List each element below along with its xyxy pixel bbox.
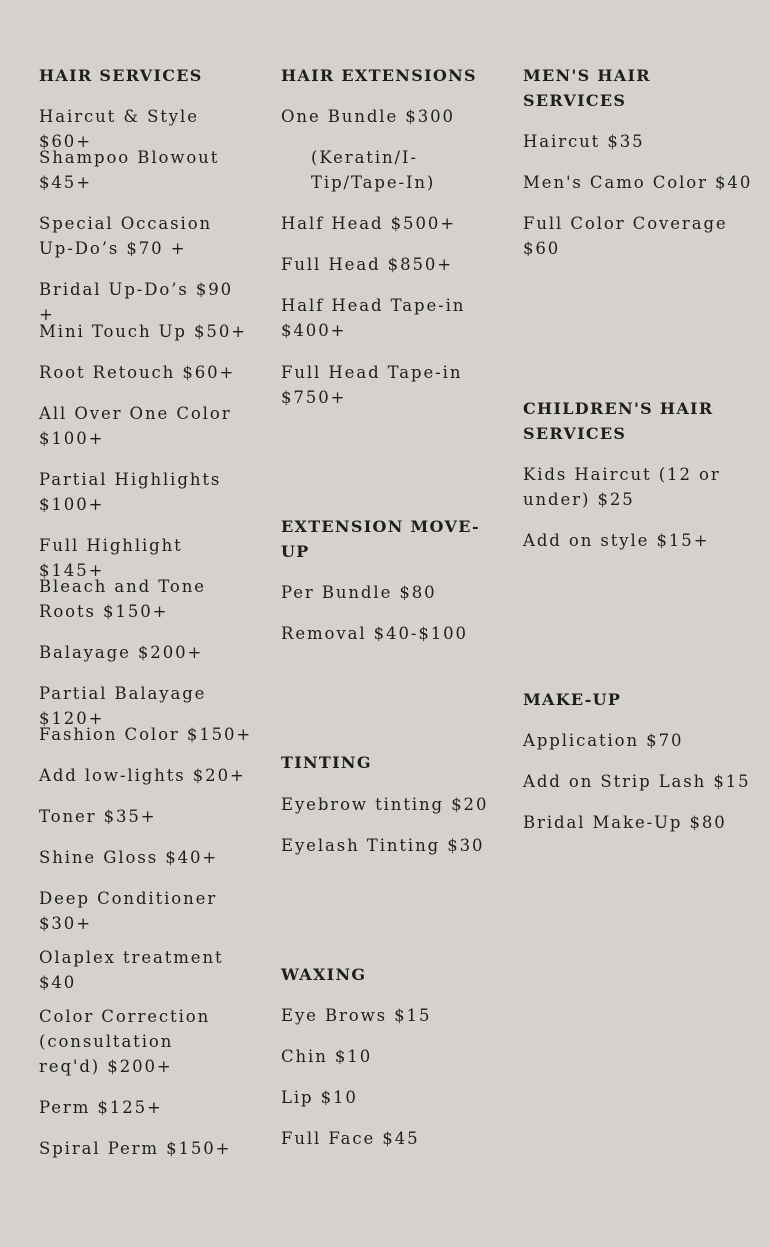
service-item: Perm $125+ [39, 1098, 163, 1117]
childrens-hair-services-heading: CHILDREN'S HAIR SERVICES [523, 399, 714, 443]
tinting-heading: TINTING [281, 753, 372, 772]
service-item: Olaplex treatment $40 [39, 948, 224, 992]
service-item: Root Retouch $60+ [39, 363, 236, 382]
service-item: Deep Conditioner $30+ [39, 889, 218, 933]
service-item: Haircut $35 [523, 132, 645, 151]
hair-services-heading: HAIR SERVICES [39, 66, 203, 85]
service-item: Full Highlight $145+ [39, 536, 183, 580]
service-item: Balayage $200+ [39, 643, 204, 662]
makeup-heading: MAKE-UP [523, 690, 622, 709]
service-item: Mini Touch Up $50+ [39, 322, 247, 341]
service-item: Full Head $850+ [281, 255, 453, 274]
service-item: Removal $40-$100 [281, 624, 468, 643]
service-item: Half Head Tape-in $400+ [281, 296, 466, 340]
extension-move-up-heading: EXTENSION MOVE-UP [281, 517, 480, 561]
service-item: Eye Brows $15 [281, 1006, 432, 1025]
service-item: Add on Strip Lash $15 [523, 772, 751, 791]
hair-extensions-heading: HAIR EXTENSIONS [281, 66, 477, 85]
service-item: (Keratin/I-Tip/Tape-In) [311, 148, 436, 192]
service-item: Bleach and Tone Roots $150+ [39, 577, 206, 621]
service-item: One Bundle $300 [281, 107, 455, 126]
service-item: Full Color Coverage $60 [523, 214, 728, 258]
service-item: Per Bundle $80 [281, 583, 437, 602]
service-item: Bridal Up-Do’s $90 + [39, 280, 234, 324]
service-item: Eyelash Tinting $30 [281, 836, 485, 855]
waxing-heading: WAXING [281, 965, 367, 984]
service-item: Add low-lights $20+ [39, 766, 246, 785]
service-item: Chin $10 [281, 1047, 373, 1066]
service-item: Fashion Color $150+ [39, 725, 253, 744]
service-item: Full Head Tape-in $750+ [281, 363, 463, 407]
service-item: Application $70 [523, 731, 684, 750]
service-item: Kids Haircut (12 or under) $25 [523, 465, 721, 509]
service-item: Shampoo Blowout $45+ [39, 148, 220, 192]
mens-hair-services-heading: MEN'S HAIR SERVICES [523, 66, 651, 110]
service-item: Color Correction (consultation req'd) $200+ [39, 1007, 211, 1076]
service-item: Bridal Make-Up $80 [523, 813, 727, 832]
service-item: Full Face $45 [281, 1129, 420, 1148]
service-item: Half Head $500+ [281, 214, 456, 233]
service-item: Partial Highlights $100+ [39, 470, 222, 514]
service-item: Lip $10 [281, 1088, 358, 1107]
service-item: Men's Camo Color $40 [523, 173, 753, 192]
service-item: Spiral Perm $150+ [39, 1139, 232, 1158]
service-item: Partial Balayage $120+ [39, 684, 207, 728]
service-item: Haircut & Style $60+ [39, 107, 199, 151]
service-item: All Over One Color $100+ [39, 404, 232, 448]
service-item: Toner $35+ [39, 807, 157, 826]
service-item: Add on style $15+ [523, 531, 710, 550]
service-item: Eyebrow tinting $20 [281, 795, 489, 814]
service-item: Special Occasion Up-Do’s $70 + [39, 214, 213, 258]
service-item: Shine Gloss $40+ [39, 848, 219, 867]
